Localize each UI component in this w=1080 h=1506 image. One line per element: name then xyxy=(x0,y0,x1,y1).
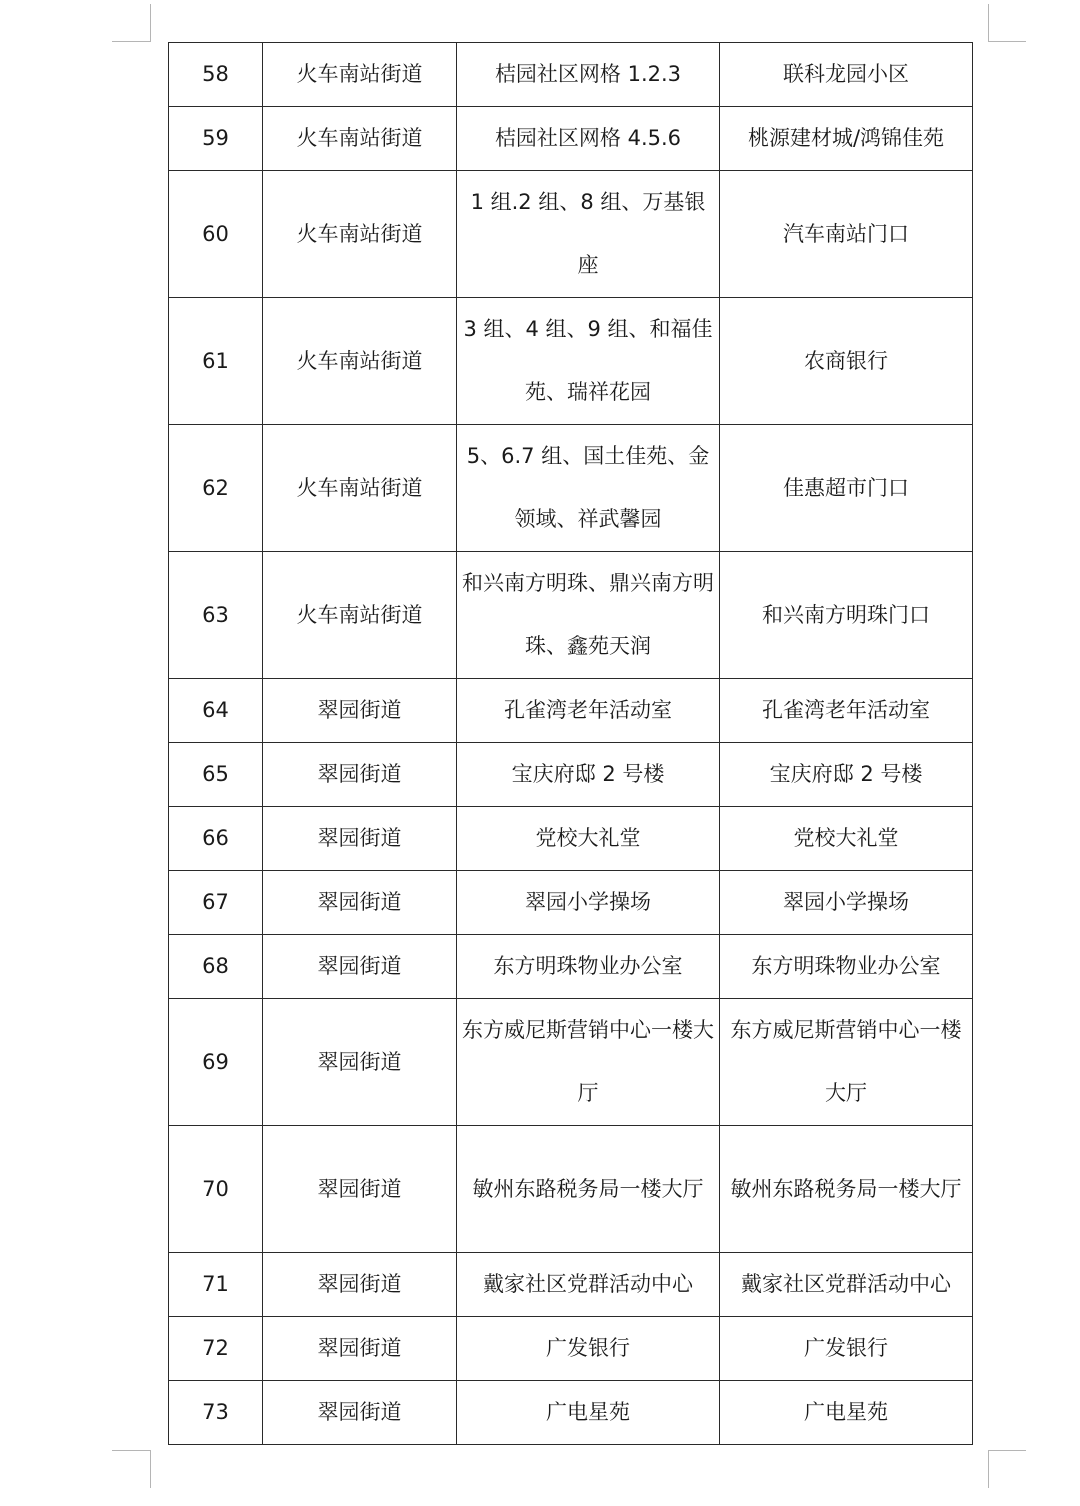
cell-site: 宝庆府邸 2 号楼 xyxy=(720,743,973,807)
cell-street: 火车南站街道 xyxy=(263,425,457,552)
cell-area: 宝庆府邸 2 号楼 xyxy=(457,743,720,807)
cell-street: 翠园街道 xyxy=(263,807,457,871)
cell-area: 1 组.2 组、8 组、万基银座 xyxy=(457,171,720,298)
table-row xyxy=(169,871,973,935)
cell-area: 孔雀湾老年活动室 xyxy=(457,679,720,743)
cell-number: 72 xyxy=(169,1317,263,1381)
table-row xyxy=(169,171,973,298)
cell-number: 71 xyxy=(169,1253,263,1317)
cell-number: 66 xyxy=(169,807,263,871)
site-table xyxy=(168,42,973,1445)
cell-site: 东方威尼斯营销中心一楼大厅 xyxy=(720,999,973,1126)
cell-site: 广发银行 xyxy=(720,1317,973,1381)
table-row xyxy=(169,107,973,171)
cell-area: 广电星苑 xyxy=(457,1381,720,1445)
crop-mark-top-left-h xyxy=(112,41,150,42)
cell-street: 火车南站街道 xyxy=(263,552,457,679)
cell-number: 65 xyxy=(169,743,263,807)
table-row xyxy=(169,743,973,807)
cell-street: 火车南站街道 xyxy=(263,171,457,298)
cell-street: 翠园街道 xyxy=(263,1253,457,1317)
cell-area: 5、6.7 组、国土佳苑、金领域、祥武馨园 xyxy=(457,425,720,552)
cell-number: 70 xyxy=(169,1126,263,1253)
cell-number: 61 xyxy=(169,298,263,425)
crop-mark-bottom-right-h xyxy=(988,1450,1026,1451)
cell-number: 62 xyxy=(169,425,263,552)
cell-number: 58 xyxy=(169,43,263,107)
crop-mark-bottom-right-v xyxy=(988,1450,989,1488)
crop-mark-bottom-left-v xyxy=(150,1450,151,1488)
cell-site: 联科龙园小区 xyxy=(720,43,973,107)
cell-area: 桔园社区网格 1.2.3 xyxy=(457,43,720,107)
cell-site: 孔雀湾老年活动室 xyxy=(720,679,973,743)
cell-site: 戴家社区党群活动中心 xyxy=(720,1253,973,1317)
cell-area: 3 组、4 组、9 组、和福佳苑、瑞祥花园 xyxy=(457,298,720,425)
cell-street: 翠园街道 xyxy=(263,871,457,935)
cell-number: 69 xyxy=(169,999,263,1126)
cell-number: 64 xyxy=(169,679,263,743)
cell-site: 广电星苑 xyxy=(720,1381,973,1445)
cell-street: 翠园街道 xyxy=(263,1126,457,1253)
crop-mark-top-left-v xyxy=(150,4,151,42)
table-row xyxy=(169,1317,973,1381)
table-row xyxy=(169,552,973,679)
table-row xyxy=(169,679,973,743)
cell-area: 戴家社区党群活动中心 xyxy=(457,1253,720,1317)
cell-street: 火车南站街道 xyxy=(263,107,457,171)
cell-street: 火车南站街道 xyxy=(263,43,457,107)
cell-site: 桃源建材城/鸿锦佳苑 xyxy=(720,107,973,171)
cell-site: 东方明珠物业办公室 xyxy=(720,935,973,999)
site-table-body xyxy=(169,43,973,1445)
table-row xyxy=(169,1253,973,1317)
table-row xyxy=(169,1381,973,1445)
cell-area: 和兴南方明珠、鼎兴南方明珠、鑫苑天润 xyxy=(457,552,720,679)
cell-area: 桔园社区网格 4.5.6 xyxy=(457,107,720,171)
cell-area: 翠园小学操场 xyxy=(457,871,720,935)
cell-site: 佳惠超市门口 xyxy=(720,425,973,552)
table-row xyxy=(169,425,973,552)
cell-street: 翠园街道 xyxy=(263,1317,457,1381)
cell-street: 翠园街道 xyxy=(263,679,457,743)
cell-site: 农商银行 xyxy=(720,298,973,425)
cell-site: 翠园小学操场 xyxy=(720,871,973,935)
table-row xyxy=(169,298,973,425)
cell-site: 敏州东路税务局一楼大厅 xyxy=(720,1126,973,1253)
crop-mark-top-right-v xyxy=(988,4,989,42)
cell-street: 翠园街道 xyxy=(263,743,457,807)
cell-site: 党校大礼堂 xyxy=(720,807,973,871)
cell-number: 73 xyxy=(169,1381,263,1445)
cell-site: 汽车南站门口 xyxy=(720,171,973,298)
cell-area: 党校大礼堂 xyxy=(457,807,720,871)
cell-area: 东方明珠物业办公室 xyxy=(457,935,720,999)
cell-area: 敏州东路税务局一楼大厅 xyxy=(457,1126,720,1253)
crop-mark-bottom-left-h xyxy=(112,1450,150,1451)
cell-number: 63 xyxy=(169,552,263,679)
cell-area: 东方威尼斯营销中心一楼大厅 xyxy=(457,999,720,1126)
table-row xyxy=(169,807,973,871)
cell-number: 60 xyxy=(169,171,263,298)
cell-number: 59 xyxy=(169,107,263,171)
cell-number: 67 xyxy=(169,871,263,935)
table-row xyxy=(169,43,973,107)
table-row xyxy=(169,935,973,999)
cell-site: 和兴南方明珠门口 xyxy=(720,552,973,679)
cell-area: 广发银行 xyxy=(457,1317,720,1381)
crop-mark-top-right-h xyxy=(988,41,1026,42)
cell-number: 68 xyxy=(169,935,263,999)
cell-street: 火车南站街道 xyxy=(263,298,457,425)
table-row xyxy=(169,999,973,1126)
cell-street: 翠园街道 xyxy=(263,1381,457,1445)
cell-street: 翠园街道 xyxy=(263,935,457,999)
table-row xyxy=(169,1126,973,1253)
cell-street: 翠园街道 xyxy=(263,999,457,1126)
